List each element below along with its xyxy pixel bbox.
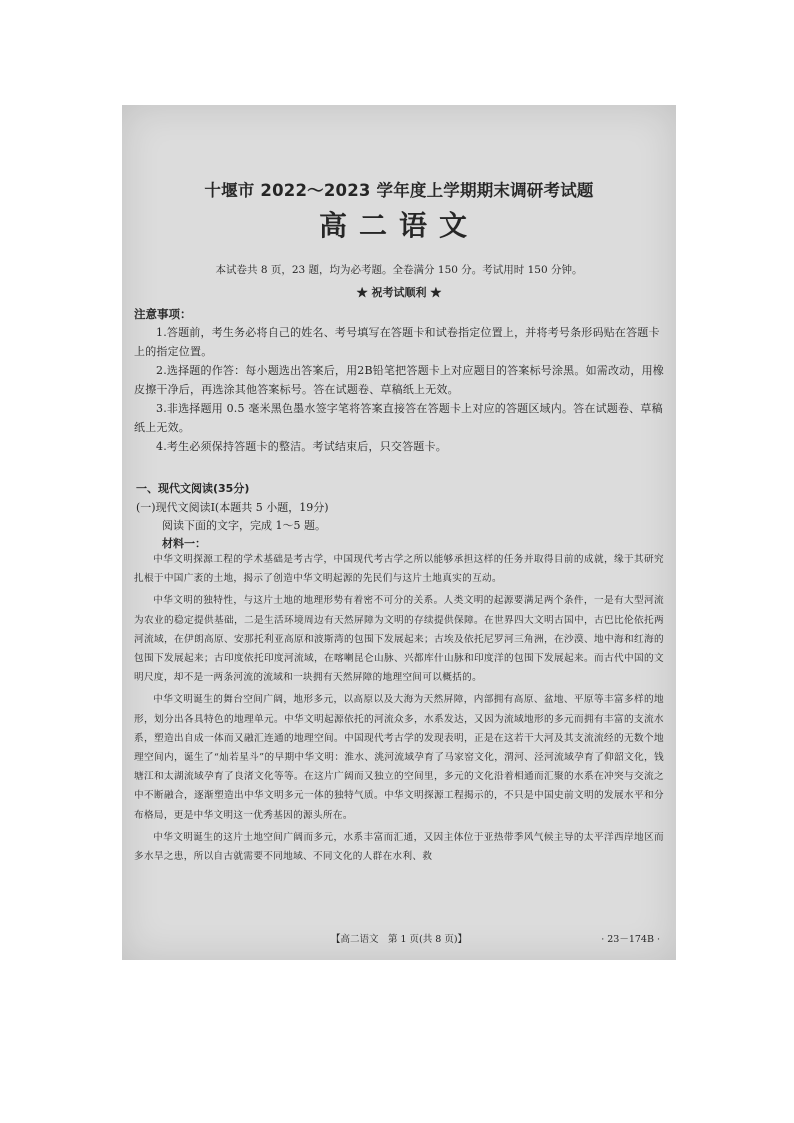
notes-title: 注意事项： [134, 307, 192, 321]
exam-title: 十堰市 2022～2023 学年度上学期期末调研考试题 [204, 181, 594, 200]
passage-paragraph: 中华文明诞生的舞台空间广阔，地形多元，以高原以及大海为天然屏障，内部拥有高原、盆地、平原等丰富多样的地形，划分出各具特色的地理单元。中华文明起源依托的河流众多，水系发达，又因为流域地形的多元而拥有丰富的支流水系，塑造出自成一体而又融汇连通的地理空间。中国现代考古学的发现表明，正是在这若干大河及其支流流经的无数个地理空间内，诞生了“灿若星斗”的早期中华文明：淮水、洮河流域孕育了马家窑文化，渭河、泾河流域孕育了仰韶文化，钱塘江和太湖流域孕育了良渚文化等等。在这片广阔而又独立的空间里，多元的文化沿着相通而汇聚的水系在冲突与交流之中不断融合，逐渐塑造出中华文明多元一体的独特气质。中华文明探源工程揭示的，不只是中国史前文明的发展水平和分布格局，更是中华文明这一优秀基因的源头所在。 [134, 694, 664, 821]
page-footer: 【高二语文 第 1 页(共 8 页)】 [330, 934, 468, 945]
passage [134, 550, 664, 866]
notes-list [134, 323, 664, 456]
section-title: 一、现代文阅读(35分) [136, 482, 250, 495]
material-label: 材料一： [162, 537, 206, 550]
passage-paragraph: 中华文明的独特性，与这片土地的地理形势有着密不可分的关系。人类文明的起源要满足两个条件，一是有大型河流为农业的稳定提供基础，二是生活环境周边有天然屏障为文明的存续提供保障。在世界四大文明古国中，古巴比伦依托两河流域，在伊朗高原、安那托利亚高原和波斯湾的包围下发展起来；古埃及依托尼罗河三角洲，在沙漠、地中海和红海的包围下发展起来；古印度依托印度河流域，在喀喇昆仑山脉、兴都库什山脉和印度洋的包围下发展起来。而古代中国的文明尺度，却不是一两条河流的流域和一块拥有天然屏障的地理空间可以概括的。 [134, 595, 664, 684]
note-item: 2.选择题的作答：每小题选出答案后，用2B铅笔把答题卡上对应题目的答案标号涂黑。如需改动，用橡皮擦干净后，再选涂其他答案标号。答在试题卷、草稿纸上无效。 [134, 364, 664, 396]
subject-title: 高二语文 [318, 209, 479, 242]
paper-code: · 23－174B · [601, 934, 660, 945]
exam-info: 本试卷共 8 页，23 题，均为必考题。全卷满分 150 分。考试用时 150 分钟。 [215, 264, 583, 276]
passage-paragraph: 中华文明诞生的这片土地空间广阔而多元，水系丰富而汇通，又因主体位于亚热带季风气候主导的太平洋西岸地区而多水旱之患，所以自古就需要不同地域、不同文化的人群在水利、救 [134, 831, 664, 863]
exam-page [122, 105, 676, 960]
note-item: 1.答题前，考生务必将自己的姓名、考号填写在答题卡和试卷指定位置上，并将考号条形码贴在答题卡上的指定位置。 [134, 326, 660, 358]
note-item: 3.非选择题用 0.5 毫米黑色墨水签字笔将答案直接答在答题卡上对应的答题区域内。答在试题卷、草稿纸上无效。 [134, 402, 663, 434]
good-luck-banner: ★ 祝考试顺利 ★ [356, 286, 442, 299]
note-item: 4.考生必须保持答题卡的整洁。考试结束后，只交答题卡。 [156, 440, 447, 453]
passage-paragraph: 中华文明探源工程的学术基础是考古学，中国现代考古学之所以能够承担这样的任务并取得目前的成就，缘于其研究扎根于中国广袤的土地，揭示了创造中华文明起源的先民们与这片土地真实的互动。 [134, 554, 664, 585]
reading-instruction: 阅读下面的文字，完成 1～5 题。 [162, 519, 326, 532]
subsection-title: (一)现代文阅读Ⅰ(本题共 5 小题，19分) [136, 501, 329, 514]
